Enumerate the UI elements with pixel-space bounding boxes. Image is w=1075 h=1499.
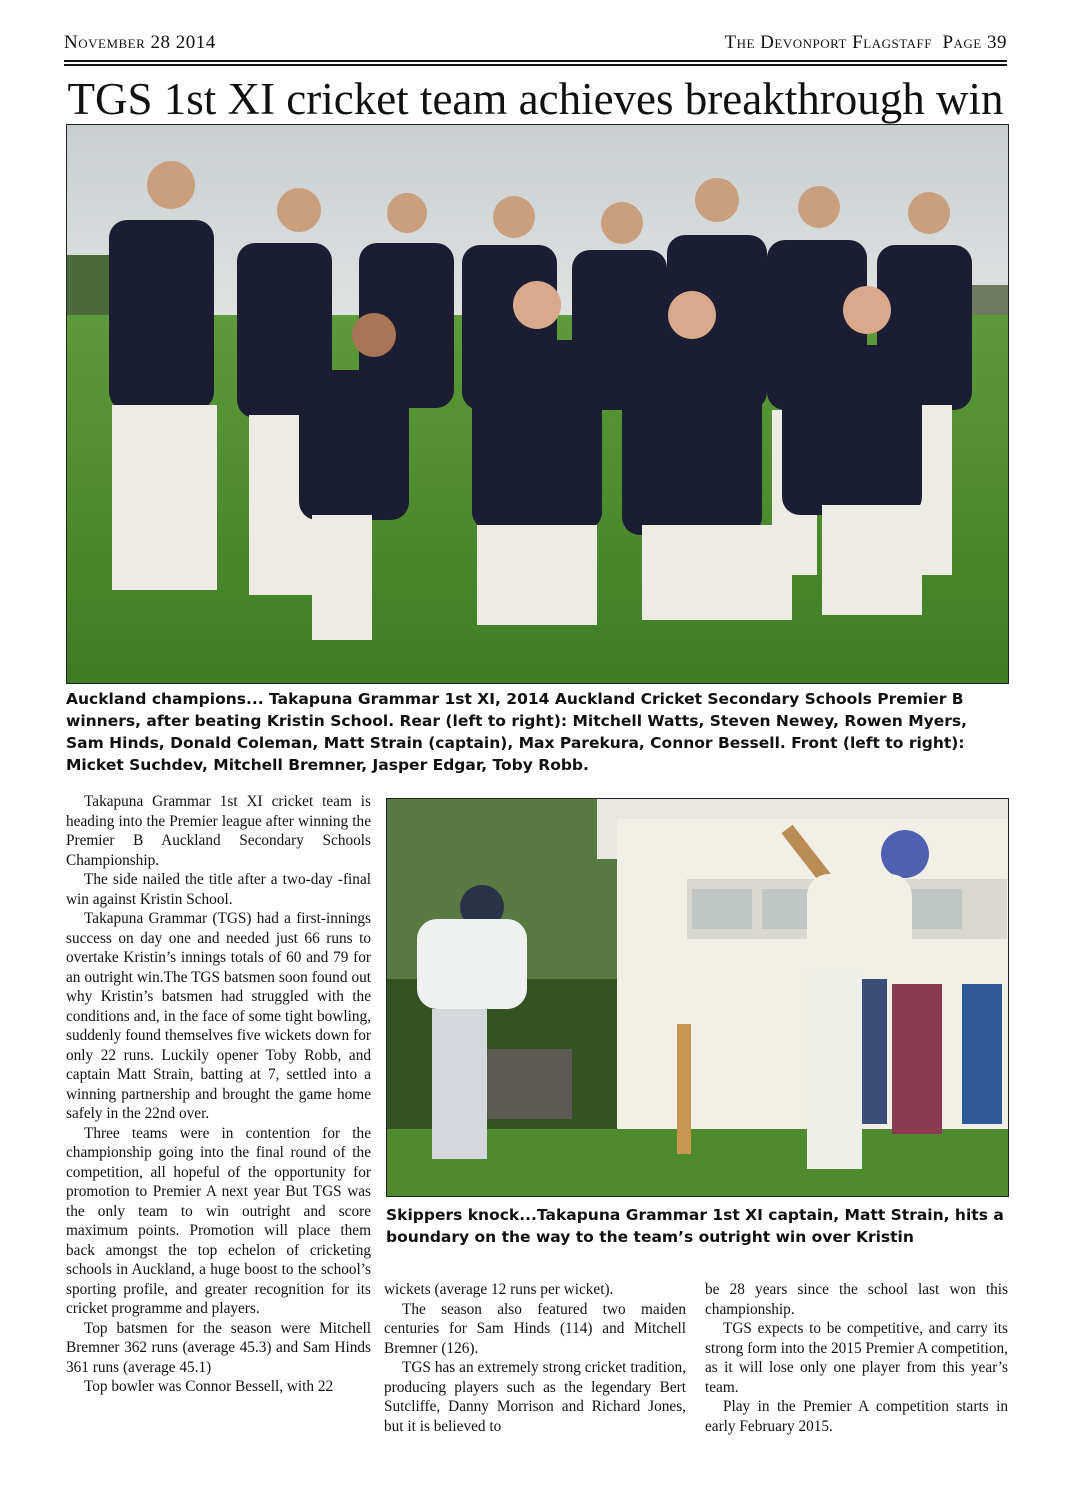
paragraph: The side nailed the title after a two-day -final win against Kristin School. xyxy=(66,871,371,908)
paragraph: Takapuna Grammar 1st XI cricket team is heading into the Premier league after winning the Premier B Auckland Secondary Schools Championship. xyxy=(66,793,371,869)
page-number: Page 39 xyxy=(942,32,1007,53)
header-rule-thin xyxy=(64,64,1007,66)
headline: TGS 1st XI cricket team achieves breakthrough win xyxy=(67,74,1004,124)
issue-date: November 28 2014 xyxy=(64,32,216,53)
team-photo xyxy=(66,124,1009,684)
paragraph: Top batsmen for the season were Mitchell Bremner 362 runs (average 45.3) and Sam Hinds 361 runs (average 45.1) xyxy=(66,1319,371,1376)
action-photo xyxy=(386,798,1009,1197)
publication-info xyxy=(724,32,1007,54)
header-rule xyxy=(64,60,1007,62)
publication-name: The Devonport Flagstaff xyxy=(724,32,932,53)
article-column-2 xyxy=(384,1280,686,1436)
paragraph: Top bowler was Connor Bessell, with 22 xyxy=(84,1378,334,1395)
action-photo-illustration xyxy=(387,799,1008,1196)
paragraph: Play in the Premier A competition starts in early February 2015. xyxy=(705,1398,1008,1435)
stumps xyxy=(677,1024,691,1154)
paragraph: TGS expects to be competitive, and carry its strong form into the 2015 Premier A competition, as it will lose only one player from this year’s team. xyxy=(705,1320,1008,1396)
paragraph: wickets (average 12 runs per wicket). xyxy=(384,1281,614,1298)
paragraph: Three teams were in contention for the championship going into the final round of the competition, all hopeful of the opportunity for promotion to Premier A next year But TGS was the only team to win outright and score maximum points. Promotion will place them back amongst the top echelon of cricketing schools in Auckland, a huge boost to the school’s sporting profile, and greater recognition for its cricket programme and players. xyxy=(66,1124,371,1317)
team-photo-caption: Auckland champions... Takapuna Grammar 1st XI, 2014 Auckland Cricket Secondary Schools Premier B winners, after beating Kristin School. Rear (left to right): Mitchell Watts, Steven Newey, Rowen Myers, Sam Hinds, Donald Coleman, Matt Strain (captain), Max Parekura, Connor Bessell. Front (left to right): Micket Suchdev, Mitchell Bremner, Jasper Edgar, Toby Robb. xyxy=(66,690,968,774)
action-photo-caption: Skippers knock...Takapuna Grammar 1st XI captain, Matt Strain, hits a boundary on the way to the team’s outright win over Kristin xyxy=(386,1206,1004,1246)
article-column-1 xyxy=(66,792,371,1397)
paragraph: Takapuna Grammar (TGS) had a first-innings success on day one and needed just 66 runs to overtake Kristin’s innings totals of 60 and 79 for an outright win.The TGS batsmen soon found out why Kristin’s batsmen had struggled with the conditions and, in the face of some tight bowling, suddenly found themselves five wickets down for only 22 runs. Luckily opener Toby Robb, and captain Matt Strain, batting at 7, settled into a winning partnership and brought the game home safely in the 22nd over. xyxy=(66,910,371,1122)
paragraph: The season also featured two maiden centuries for Sam Hinds (114) and Mitchell Bremner (126). xyxy=(384,1300,686,1357)
team-photo-illustration xyxy=(67,125,1008,683)
article-column-3 xyxy=(705,1280,1008,1436)
paragraph: be 28 years since the school last won this championship. xyxy=(705,1281,1008,1318)
paragraph: TGS has an extremely strong cricket tradition, producing players such as the legendary Bert Sutcliffe, Danny Morrison and Richard Jones, but it is believed to xyxy=(384,1359,686,1435)
